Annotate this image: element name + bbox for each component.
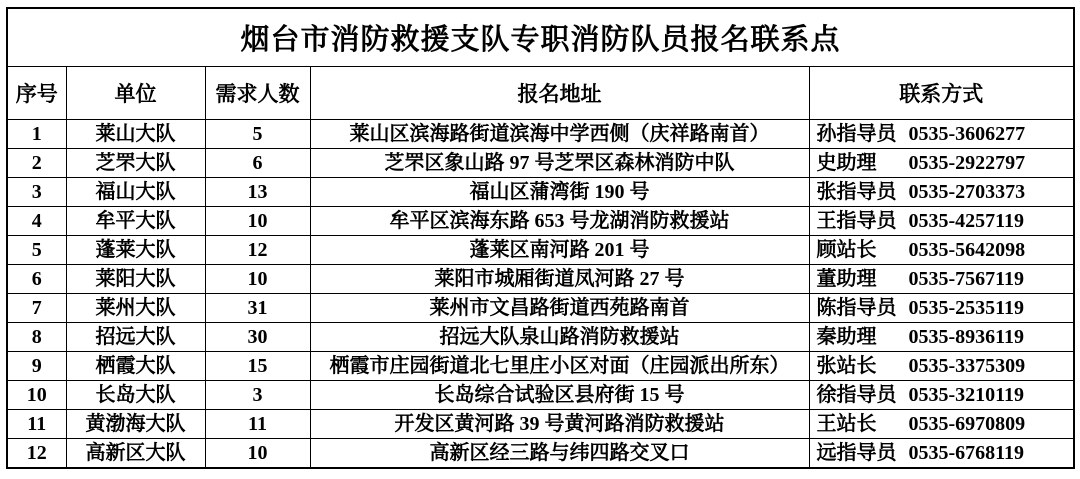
contact-person-name: 陈指导员: [816, 297, 897, 319]
cell-address: 高新区经三路与纬四路交叉口: [310, 439, 809, 469]
cell-index: 8: [7, 323, 66, 352]
cell-contact: [809, 294, 1074, 323]
cell-index: 2: [7, 149, 66, 178]
page-title: 烟台市消防救援支队专职消防队员报名联系点: [7, 8, 1074, 67]
cell-index: 3: [7, 178, 66, 207]
contact-person-name: 张指导员: [816, 181, 897, 203]
cell-address: 莱州市文昌路街道西苑路南首: [310, 294, 809, 323]
cell-demand: 6: [205, 149, 310, 178]
cell-index: 11: [7, 410, 66, 439]
table-row: [7, 236, 1074, 265]
cell-address: 栖霞市庄园街道北七里庄小区对面（庄园派出所东）: [310, 352, 809, 381]
cell-index: 6: [7, 265, 66, 294]
cell-demand: 31: [205, 294, 310, 323]
contact-person-name: 张站长: [816, 355, 877, 377]
cell-address: 开发区黄河路 39 号黄河路消防救援站: [310, 410, 809, 439]
cell-unit: 芝罘大队: [66, 149, 205, 178]
cell-index: 10: [7, 381, 66, 410]
table-row: [7, 120, 1074, 149]
cell-unit: 福山大队: [66, 178, 205, 207]
cell-demand: 3: [205, 381, 310, 410]
table-row: [7, 294, 1074, 323]
cell-unit: 招远大队: [66, 323, 205, 352]
contact-phone: 0535-2922797: [908, 152, 1026, 174]
cell-unit: 莱阳大队: [66, 265, 205, 294]
contact-phone: 0535-2703373: [908, 181, 1026, 203]
contact-person-name: 远指导员: [816, 442, 897, 464]
contact-phone: 0535-8936119: [908, 326, 1025, 348]
table-row: [7, 439, 1074, 469]
cell-contact: [809, 207, 1074, 236]
col-header-index: 序号: [7, 67, 66, 120]
cell-contact: [809, 410, 1074, 439]
contact-phone: 0535-3606277: [908, 123, 1026, 145]
cell-demand: 10: [205, 265, 310, 294]
cell-unit: 长岛大队: [66, 381, 205, 410]
contact-person-name: 史助理: [816, 152, 877, 174]
contact-person-name: 王站长: [816, 413, 877, 435]
cell-contact: [809, 236, 1074, 265]
cell-demand: 13: [205, 178, 310, 207]
table-row: [7, 410, 1074, 439]
cell-address: 招远大队泉山路消防救援站: [310, 323, 809, 352]
cell-unit: 黄渤海大队: [66, 410, 205, 439]
table-row: [7, 207, 1074, 236]
cell-demand: 5: [205, 120, 310, 149]
table-row: [7, 149, 1074, 178]
table-row: [7, 265, 1074, 294]
cell-address: 莱山区滨海路街道滨海中学西侧（庆祥路南首）: [310, 120, 809, 149]
cell-contact: [809, 323, 1074, 352]
cell-index: 12: [7, 439, 66, 469]
cell-address: 芝罘区象山路 97 号芝罘区森林消防中队: [310, 149, 809, 178]
col-header-unit: 单位: [66, 67, 205, 120]
cell-index: 9: [7, 352, 66, 381]
column-header-row: [7, 67, 1074, 120]
cell-address: 蓬莱区南河路 201 号: [310, 236, 809, 265]
cell-demand: 12: [205, 236, 310, 265]
cell-address: 长岛综合试验区县府街 15 号: [310, 381, 809, 410]
contact-person-name: 徐指导员: [816, 384, 897, 406]
contact-points-table: [6, 7, 1075, 469]
cell-unit: 蓬莱大队: [66, 236, 205, 265]
cell-contact: [809, 439, 1074, 469]
cell-address: 莱阳市城厢街道凤河路 27 号: [310, 265, 809, 294]
cell-contact: [809, 352, 1074, 381]
cell-address: 福山区蒲湾街 190 号: [310, 178, 809, 207]
contact-person-name: 王指导员: [816, 210, 897, 232]
cell-index: 1: [7, 120, 66, 149]
cell-demand: 10: [205, 439, 310, 469]
cell-contact: [809, 381, 1074, 410]
title-row: [7, 8, 1074, 67]
cell-contact: [809, 178, 1074, 207]
cell-unit: 栖霞大队: [66, 352, 205, 381]
cell-unit: 高新区大队: [66, 439, 205, 469]
contact-phone: 0535-4257119: [908, 210, 1025, 232]
cell-contact: [809, 120, 1074, 149]
cell-index: 7: [7, 294, 66, 323]
contact-phone: 0535-2535119: [908, 297, 1025, 319]
contact-person-name: 顾站长: [816, 239, 877, 261]
cell-index: 5: [7, 236, 66, 265]
table-row: [7, 323, 1074, 352]
contact-person-name: 孙指导员: [816, 123, 897, 145]
cell-demand: 15: [205, 352, 310, 381]
cell-index: 4: [7, 207, 66, 236]
col-header-demand: 需求人数: [205, 67, 310, 120]
document-sheet: [6, 7, 1073, 472]
cell-demand: 10: [205, 207, 310, 236]
table-row: [7, 381, 1074, 410]
cell-unit: 莱州大队: [66, 294, 205, 323]
cell-contact: [809, 265, 1074, 294]
table-row: [7, 352, 1074, 381]
contact-phone: 0535-6768119: [908, 442, 1025, 464]
col-header-address: 报名地址: [310, 67, 809, 120]
contact-phone: 0535-3210119: [908, 384, 1025, 406]
cell-unit: 牟平大队: [66, 207, 205, 236]
table-row: [7, 178, 1074, 207]
contact-person-name: 秦助理: [816, 326, 877, 348]
cell-demand: 11: [205, 410, 310, 439]
contact-phone: 0535-6970809: [908, 413, 1026, 435]
cell-contact: [809, 149, 1074, 178]
cell-demand: 30: [205, 323, 310, 352]
col-header-contact: 联系方式: [809, 67, 1074, 120]
contact-phone: 0535-3375309: [908, 355, 1026, 377]
cell-unit: 莱山大队: [66, 120, 205, 149]
contact-phone: 0535-7567119: [908, 268, 1025, 290]
contact-phone: 0535-5642098: [908, 239, 1026, 261]
contact-person-name: 董助理: [816, 268, 877, 290]
cell-address: 牟平区滨海东路 653 号龙湖消防救援站: [310, 207, 809, 236]
